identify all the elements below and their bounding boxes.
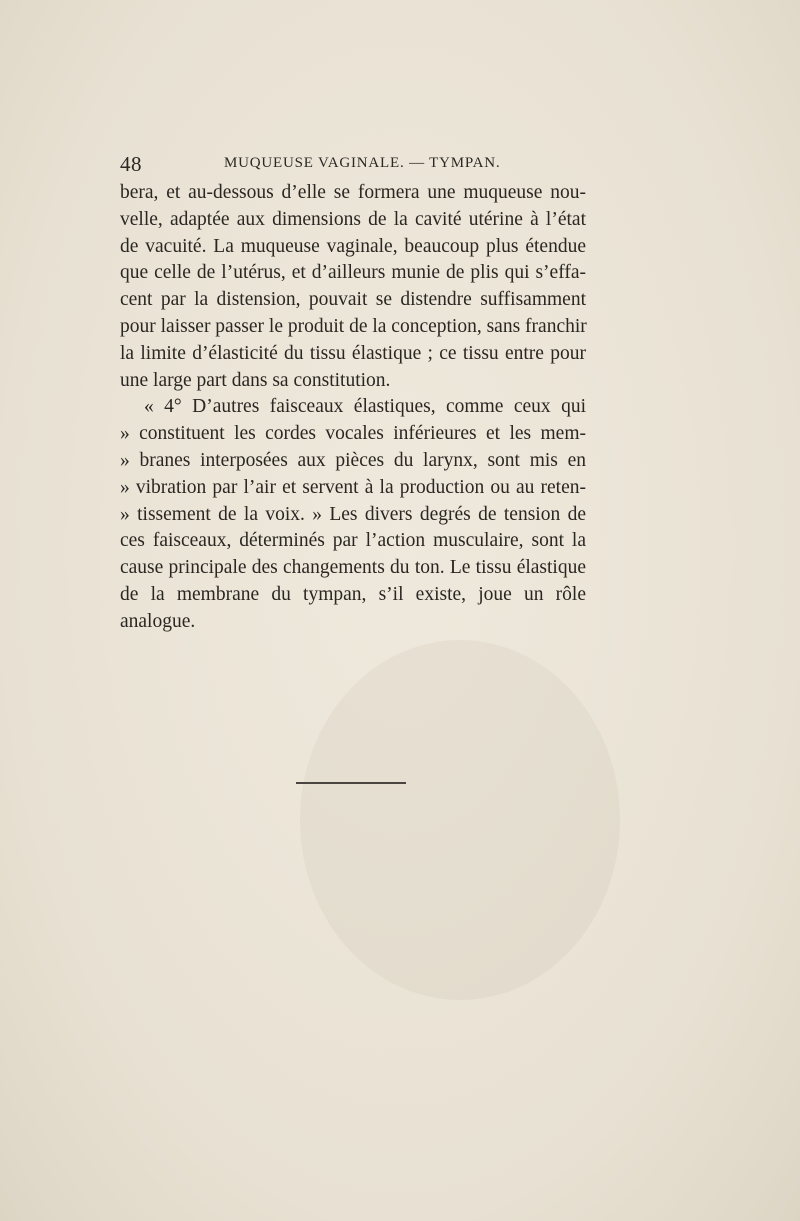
text-line: de la membrane du tympan, s’il existe, joue un rôle [120, 583, 586, 605]
text-line: » constituent les cordes vocales inférieures et les mem- [120, 423, 586, 445]
text-line: cause principale des changements du ton. Le tissu élastique [120, 557, 586, 579]
text-line: ces faisceaux, déterminés par l’action musculaire, sont la [120, 530, 586, 552]
text-line: la limite d’élasticité du tissu élastique ; ce tissu entre pour [120, 342, 586, 364]
text-line: « 4° D’autres faisceaux élastiques, comme ceux qui [144, 396, 586, 418]
text-line: de vacuité. La muqueuse vaginale, beaucoup plus étendue [120, 235, 586, 257]
text-line: » branes interposées aux pièces du larynx, sont mis en [120, 449, 586, 471]
text-line: pour laisser passer le produit de la conception, sans franchir [120, 315, 587, 337]
text-line: velle, adaptée aux dimensions de la cavité utérine à l’état [120, 208, 586, 230]
text-line: cent par la distension, pouvait se distendre suffisamment [120, 289, 586, 311]
page-number: 48 [120, 152, 142, 176]
text-line: » tissement de la voix. » Les divers degrés de tension de [120, 503, 586, 525]
text-line: » vibration par l’air et servent à la production ou au reten- [120, 476, 586, 498]
body-text [120, 180, 586, 636]
running-head: MUQUEUSE VAGINALE. — TYMPAN. [224, 155, 501, 171]
text-line: que celle de l’utérus, et d’ailleurs munie de plis qui s’effa- [120, 262, 586, 284]
page-header [120, 152, 590, 176]
paper-stain [300, 640, 620, 1000]
section-rule [296, 782, 406, 784]
text-line: une large part dans sa constitution. [120, 369, 391, 391]
text-line: analogue. [120, 610, 196, 632]
text-line: bera, et au-dessous d’elle se formera une muqueuse nou- [120, 182, 586, 203]
